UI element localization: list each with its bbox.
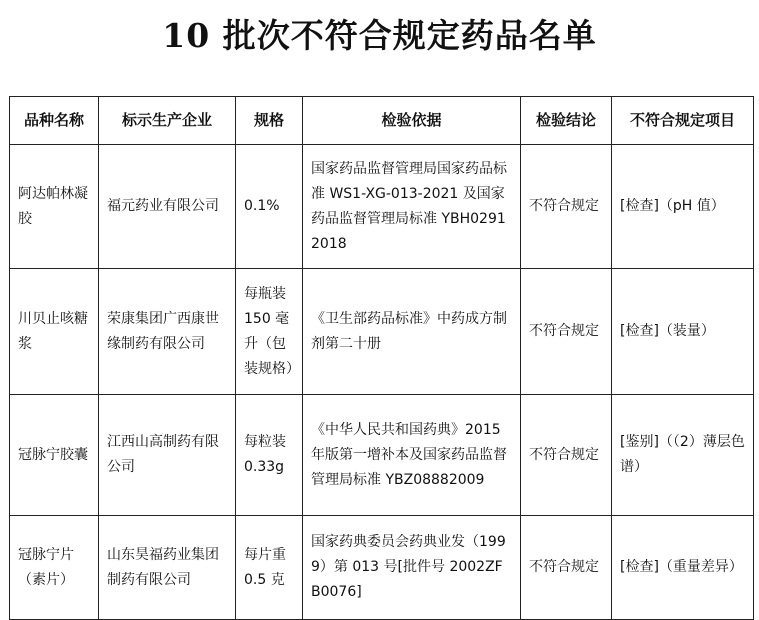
header-test-basis: 检验依据: [303, 97, 521, 145]
table-row: [10, 516, 754, 620]
cell-test-basis: 《中华人民共和国药典》2015年版第一增补本及国家药品监督管理局标准 YBZ08882009: [303, 395, 521, 516]
cell-failed-item: [检查]（装量）: [612, 269, 754, 395]
table-row: [10, 145, 754, 269]
header-failed-item: 不符合规定项目: [612, 97, 754, 145]
cell-conclusion: 不符合规定: [521, 145, 612, 269]
header-conclusion: 检验结论: [521, 97, 612, 145]
cell-conclusion: 不符合规定: [521, 395, 612, 516]
cell-failed-item: [鉴别]（（2）薄层色谱）: [612, 395, 754, 516]
cell-specification: 0.1%: [236, 145, 303, 269]
cell-conclusion: 不符合规定: [521, 269, 612, 395]
cell-conclusion: 不符合规定: [521, 516, 612, 620]
cell-drug-name: 川贝止咳糖浆: [10, 269, 99, 395]
cell-failed-item: [检查]（重量差异）: [612, 516, 754, 620]
header-manufacturer: 标示生产企业: [99, 97, 236, 145]
cell-manufacturer: 江西山高制药有限公司: [99, 395, 236, 516]
cell-manufacturer: 荣康集团广西康世缘制药有限公司: [99, 269, 236, 395]
cell-drug-name: 阿达帕林凝胶: [10, 145, 99, 269]
cell-specification: 每粒装 0.33g: [236, 395, 303, 516]
cell-manufacturer: 山东昊福药业集团制药有限公司: [99, 516, 236, 620]
cell-drug-name: 冠脉宁胶囊: [10, 395, 99, 516]
header-drug-name: 品种名称: [10, 97, 99, 145]
cell-drug-name: 冠脉宁片（素片）: [10, 516, 99, 620]
drug-table: [9, 96, 754, 620]
cell-specification: 每瓶装 150 毫升（包装规格）: [236, 269, 303, 395]
cell-test-basis: 《卫生部药品标准》中药成方制剂第二十册: [303, 269, 521, 395]
cell-manufacturer: 福元药业有限公司: [99, 145, 236, 269]
cell-test-basis: 国家药典委员会药典业发（1999）第 013 号[批件号 2002ZFB0076]: [303, 516, 521, 620]
cell-specification: 每片重 0.5 克: [236, 516, 303, 620]
table-header-row: [10, 97, 754, 145]
table-row: [10, 269, 754, 395]
table-row: [10, 395, 754, 516]
cell-test-basis: 国家药品监督管理局国家药品标准 WS1-XG-013-2021 及国家药品监督管理局标准 YBH02912018: [303, 145, 521, 269]
header-specification: 规格: [236, 97, 303, 145]
cell-failed-item: [检查]（pH 值）: [612, 145, 754, 269]
page-title: 10 批次不符合规定药品名单: [162, 16, 597, 55]
